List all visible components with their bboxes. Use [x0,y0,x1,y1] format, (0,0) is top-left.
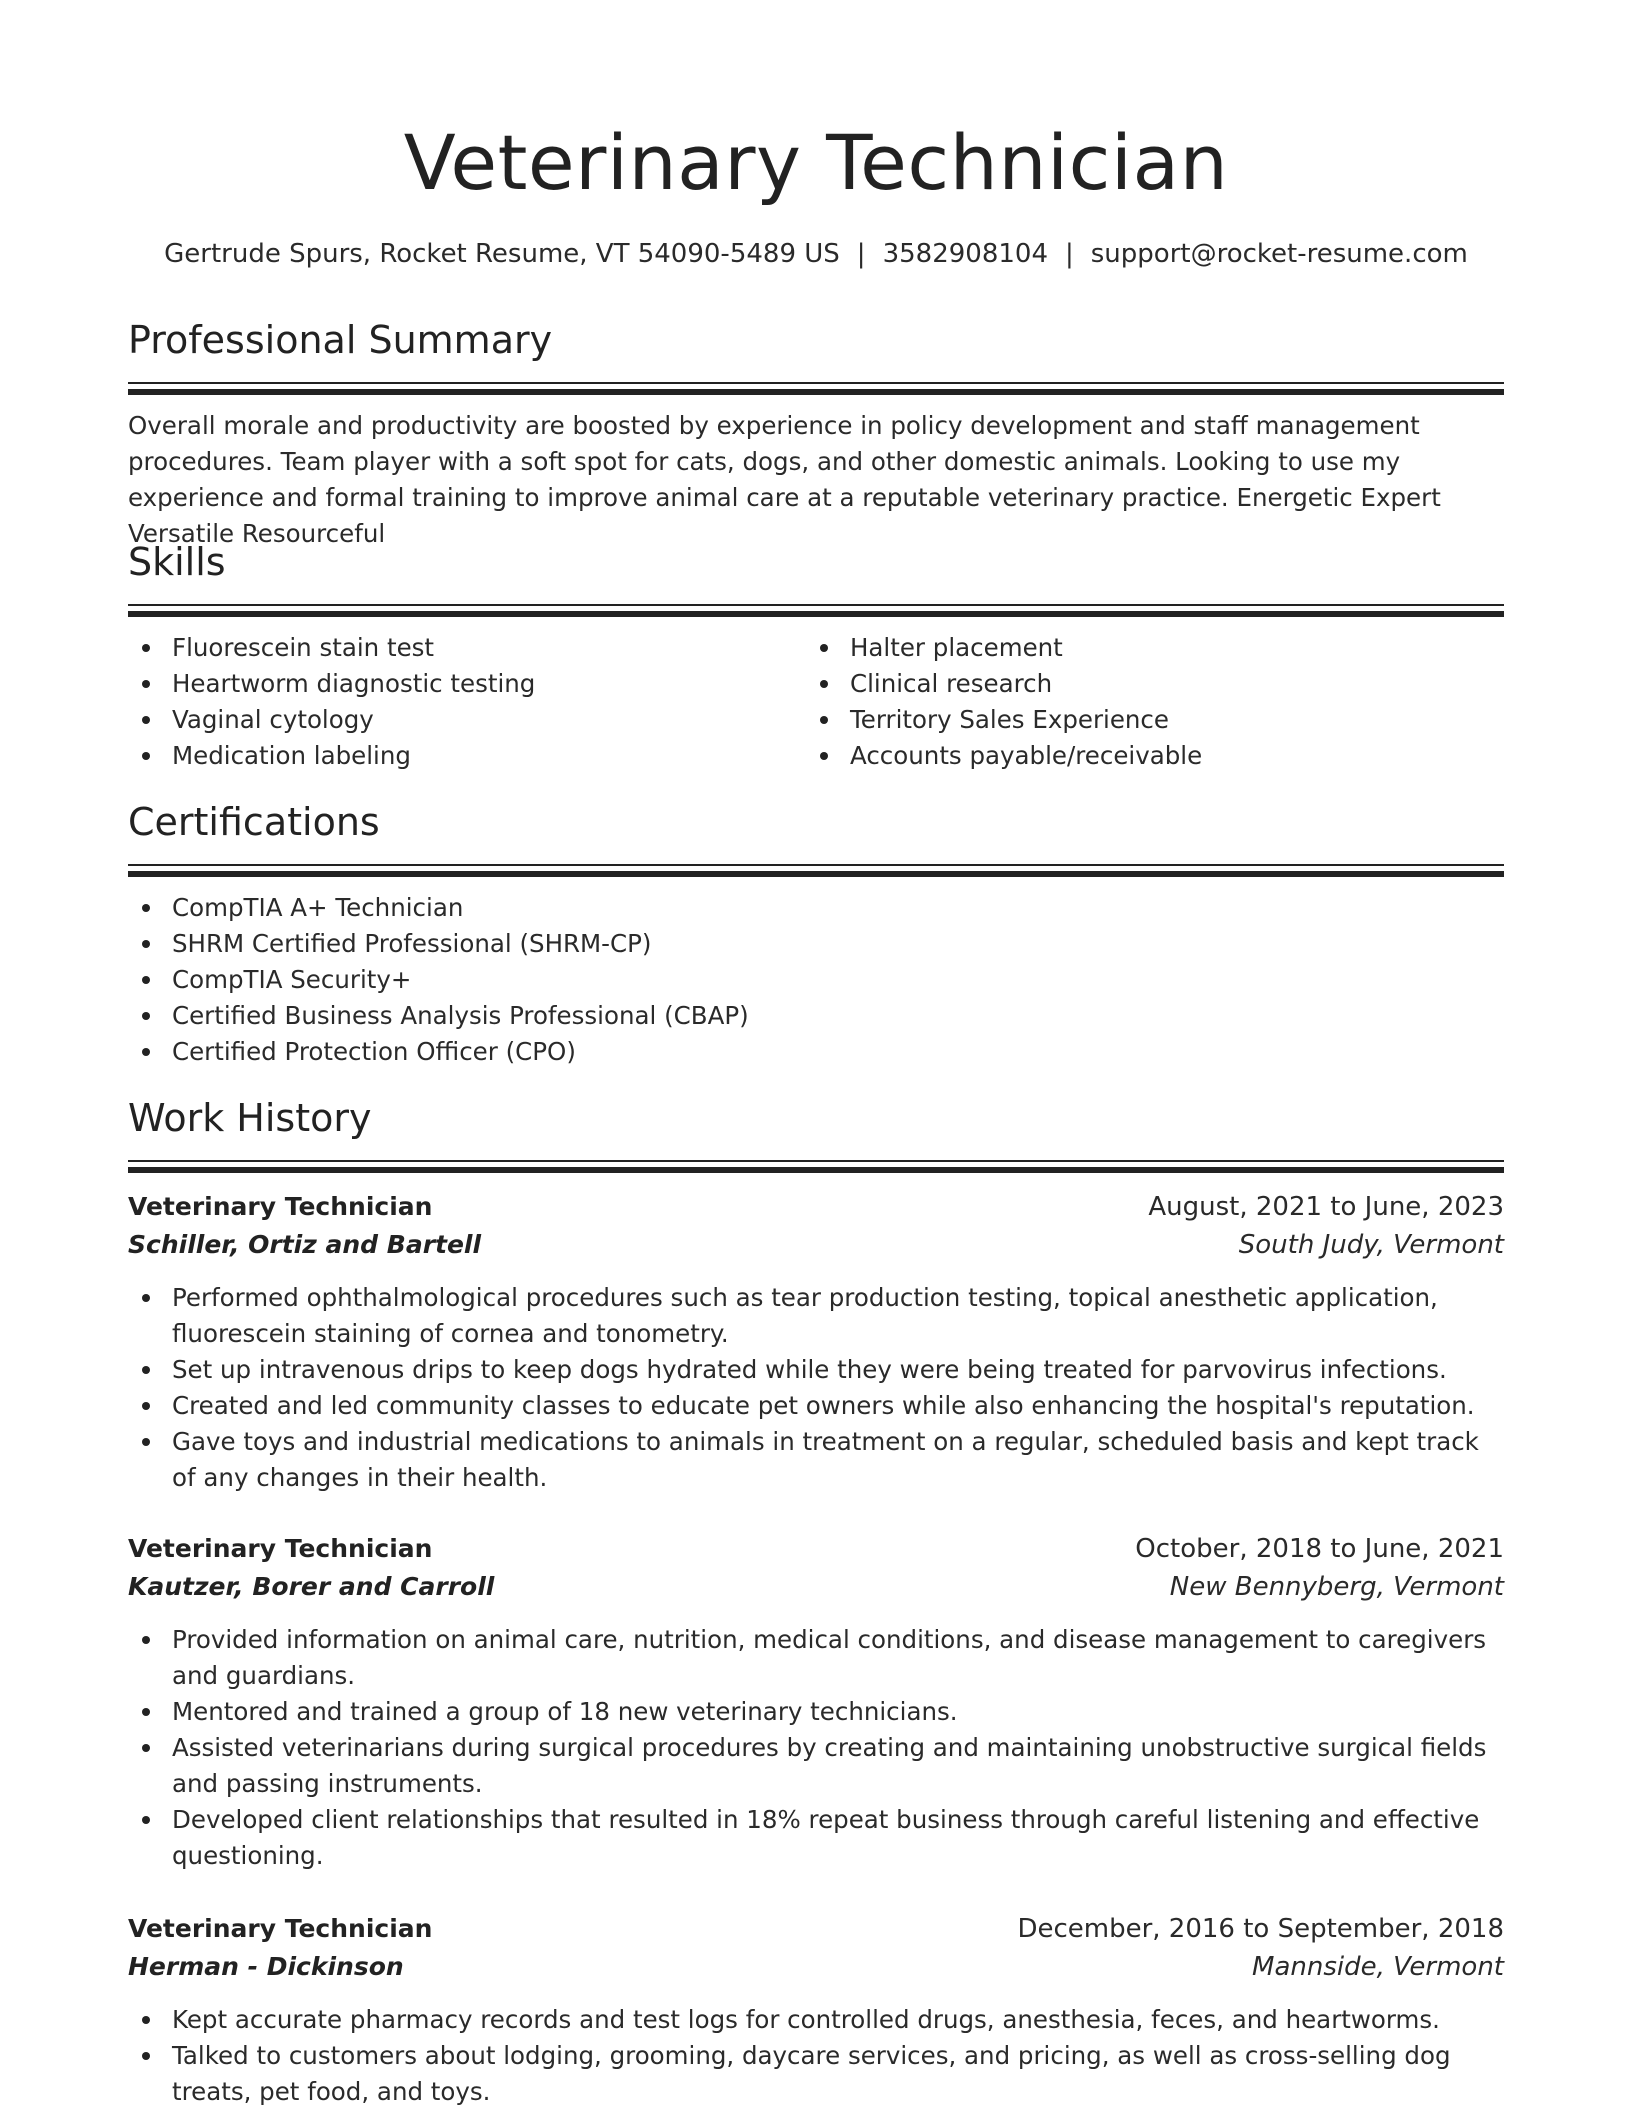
job-location: Mannside, Vermont [1252,1952,1504,1982]
work-history-section [128,1094,1504,1173]
list-item: Certified Business Analysis Professional (CBAP) [128,998,1504,1034]
list-item: Heartworm diagnostic testing [128,666,806,702]
job-bullets [128,1280,1504,1496]
skills-section [128,538,1504,774]
certifications-heading: Certifications [128,800,380,844]
summary-section [128,316,1504,552]
certifications-list [128,890,1504,1070]
list-item: Certified Protection Officer (CPO) [128,1034,1504,1070]
section-divider [128,1160,1504,1173]
job-entry [128,1530,1504,1874]
list-item: Fluorescein stain test [128,630,806,666]
list-item: Territory Sales Experience [806,702,1484,738]
job-company: Schiller, Ortiz and Bartell [128,1230,482,1259]
list-item: Talked to customers about lodging, grooming, daycare services, and pricing, as well as cross-selling dog treats, pet food, and toys. [128,2038,1504,2110]
job-title: Veterinary Technician [128,1534,433,1563]
job-location: New Bennyberg, Vermont [1169,1572,1504,1602]
skills-list-right [806,630,1484,774]
list-item: Provided information on animal care, nutrition, medical conditions, and disease management to caregivers and guardians. [128,1622,1504,1694]
list-item: Halter placement [806,630,1484,666]
list-item: Created and led community classes to educate pet owners while also enhancing the hospital's reputation. [128,1388,1504,1424]
job-company: Kautzer, Borer and Carroll [128,1572,495,1601]
job-dates: October, 2018 to June, 2021 [1135,1534,1504,1564]
summary-heading: Professional Summary [128,318,553,362]
section-divider [128,382,1504,395]
contact-address: Gertrude Spurs, Rocket Resume, VT 54090-5489 US [164,239,840,269]
job-title: Veterinary Technician [128,1914,433,1943]
list-item: Gave toys and industrial medications to animals in treatment on a regular, scheduled basis and kept track of any changes in their health. [128,1424,1504,1496]
list-item: Developed client relationships that resulted in 18% repeat business through careful listening and effective questioning. [128,1802,1504,1874]
contact-phone: 3582908104 [882,239,1048,269]
certifications-section [128,798,1504,1070]
list-item: Accounts payable/receivable [806,738,1484,774]
list-item: SHRM Certified Professional (SHRM-CP) [128,926,1504,962]
job-company: Herman - Dickinson [128,1952,404,1981]
skills-list-left [128,630,806,774]
contact-line [128,239,1504,269]
work-history-heading: Work History [128,1096,372,1140]
list-item: CompTIA A+ Technician [128,890,1504,926]
job-title: Veterinary Technician [128,1192,433,1221]
section-divider [128,604,1504,617]
contact-separator: | [856,239,866,269]
list-item: Clinical research [806,666,1484,702]
list-item: Vaginal cytology [128,702,806,738]
job-dates: December, 2016 to September, 2018 [1017,1914,1504,1944]
job-entry [128,1910,1504,2110]
list-item: Mentored and trained a group of 18 new veterinary technicians. [128,1694,1504,1730]
job-bullets [128,1622,1504,1874]
list-item: Assisted veterinarians during surgical procedures by creating and maintaining unobstructive surgical fields and passing instruments. [128,1730,1504,1802]
job-dates: August, 2021 to June, 2023 [1148,1192,1504,1222]
skills-columns [128,630,1504,774]
job-entry [128,1188,1504,1496]
resume-title: Veterinary Technician [403,118,1229,207]
section-divider [128,864,1504,877]
skills-heading: Skills [128,540,226,584]
summary-text: Overall morale and productivity are boosted by experience in policy development and staff management procedures. Team player with a soft spot for cats, dogs, and other domestic animals. Looking to use my experience and formal training to improve animal care at a reputable veterinary practice. Energetic Expert Versatile Resourceful [128,411,1441,548]
list-item: Kept accurate pharmacy records and test logs for controlled drugs, anesthesia, feces, and heartworms. [128,2002,1504,2038]
job-location: South Judy, Vermont [1238,1230,1504,1260]
list-item: Medication labeling [128,738,806,774]
list-item: CompTIA Security+ [128,962,1504,998]
job-bullets [128,2002,1504,2110]
contact-separator: | [1064,239,1074,269]
contact-email[interactable]: support@rocket-resume.com [1090,239,1468,269]
list-item: Set up intravenous drips to keep dogs hydrated while they were being treated for parvovirus infections. [128,1352,1504,1388]
list-item: Performed ophthalmological procedures such as tear production testing, topical anesthetic application, fluorescein staining of cornea and tonometry. [128,1280,1504,1352]
